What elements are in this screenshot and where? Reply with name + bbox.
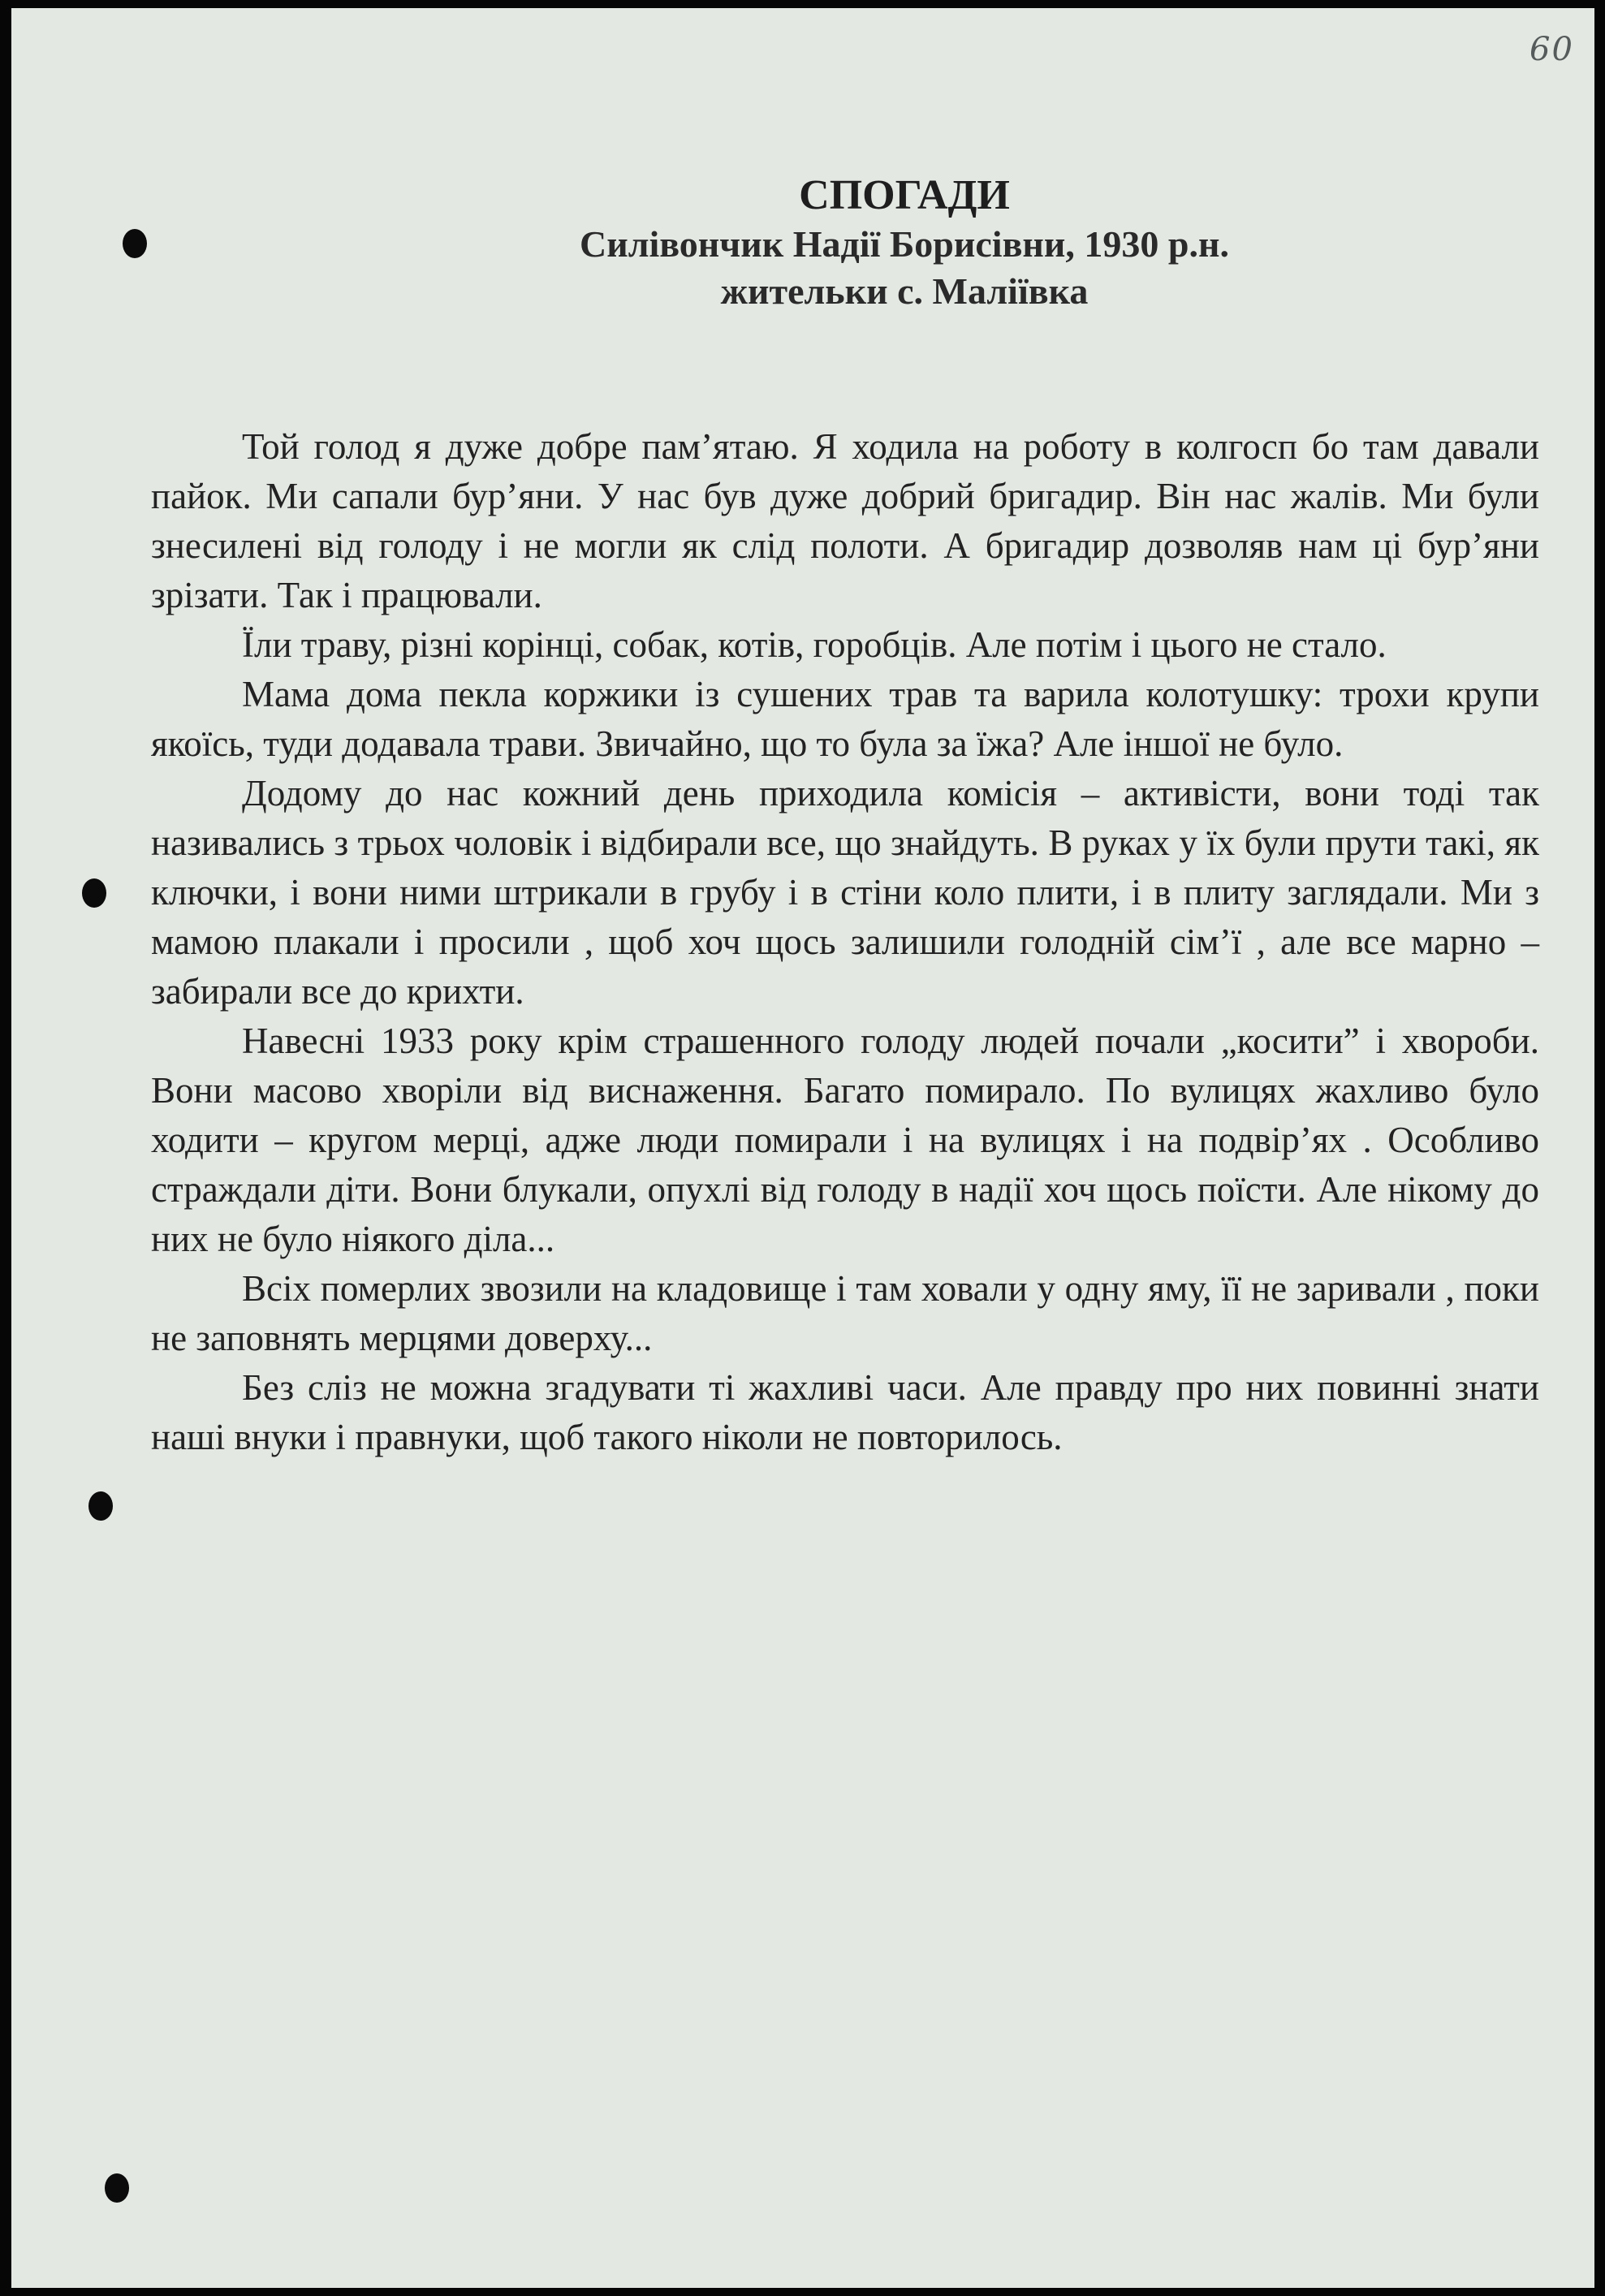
paragraph: Мама дома пекла коржики із сушених трав та варила колотушку: трохи крупи якоїсь, туди додавала трави. Звичайно, що то була за їжа? Але іншої не було. (151, 674, 1539, 764)
memoir-text (151, 422, 1539, 1462)
paragraph: Навесні 1933 року крім страшенного голоду людей почали „косити” і хвороби. Вони масово хворіли від виснаження. Багато помирало. По вулицях жахливо було ходити – кругом мерці, адже люди помирали і на вулицях і на подвір’ях . Особливо страждали діти. Вони блукали, опухлі від голоду в надії хоч щось поїсти. Але нікому до них не було ніякого діла... (151, 1021, 1539, 1259)
paragraph: Той голод я дуже добре пам’ятаю. Я ходила на роботу в колгосп бо там давали пайок. Ми сапали бур’яни. У нас був дуже добрий бригадир. Він нас жалів. Ми були знесилені від голоду і не могли як слід полоти. А бригадир дозволяв нам ці бур’яни зрізати. Так і працювали. (151, 426, 1539, 615)
document-page (11, 8, 1594, 2288)
page-number: 60 (1529, 31, 1574, 68)
residence-line: жительки с. Маліївка (720, 270, 1089, 312)
document-title: СПОГАДИ (799, 172, 1010, 218)
punch-hole (105, 2173, 129, 2203)
paragraph: Їли траву, різні корінці, собак, котів, горобців. Але потім і цього не стало. (242, 624, 1387, 665)
title-block (11, 170, 1594, 315)
author-line: Силівончик Надії Борисівни, 1930 р.н. (579, 223, 1230, 265)
paragraph: Без сліз не можна згадувати ті жахливі часи. Але правду про них повинні знати наші внуки і правнуки, щоб такого ніколи не повторилось. (151, 1367, 1539, 1457)
punch-hole (82, 878, 106, 908)
punch-hole (88, 1491, 113, 1521)
paragraph: Всіх померлих звозили на кладовище і там ховали у одну яму, її не заривали , поки не заповнять мерцями доверху... (151, 1268, 1539, 1358)
paragraph: Додому до нас кожний день приходила комісія – активісти, вони тоді так називались з трьох чоловік і відбирали все, що знайдуть. В руках у їх були прути такі, як ключки, і вони ними штрикали в грубу і в стіни коло плити, і в плиту заглядали. Ми з мамою плакали і просили , щоб хоч щось залишили голодній сім’ї , але все марно – забирали все до крихти. (151, 773, 1539, 1012)
